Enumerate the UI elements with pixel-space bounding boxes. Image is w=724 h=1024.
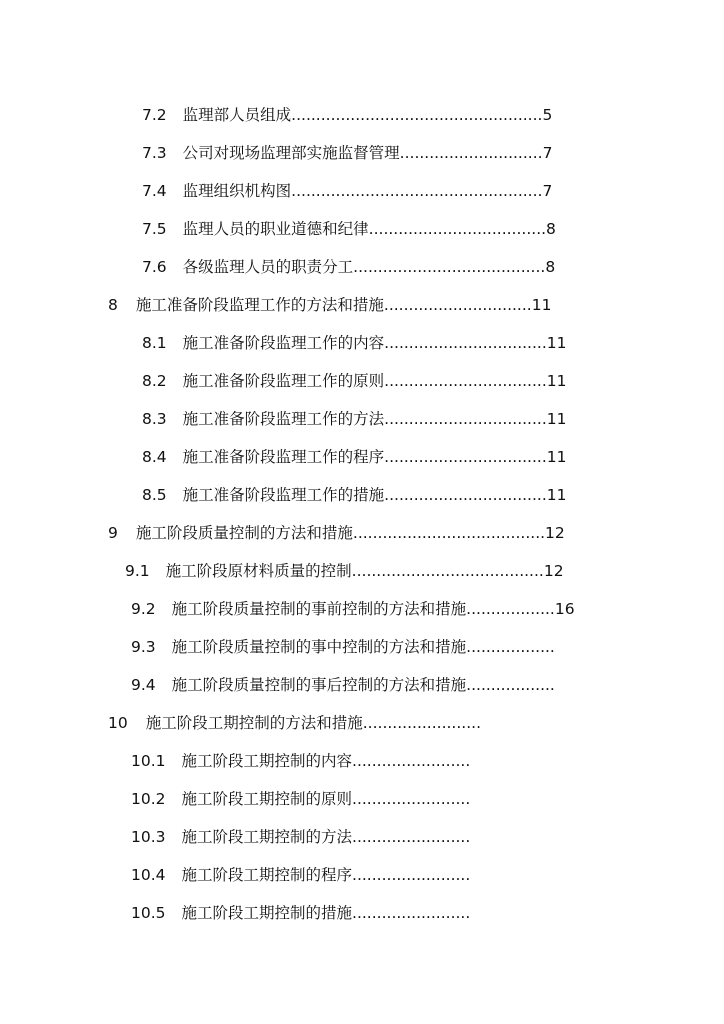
toc-entry[interactable] — [142, 103, 552, 127]
toc-entry[interactable] — [142, 407, 567, 431]
toc-entry-page: 8 — [546, 220, 556, 238]
toc-entry-leader: .............................. — [383, 296, 532, 314]
toc-entry[interactable] — [125, 559, 564, 583]
toc-entry[interactable] — [131, 825, 470, 849]
toc-entry-page: 11 — [546, 372, 567, 390]
toc-entry-number: 7.2 — [142, 106, 167, 124]
toc-entry-page: 7 — [542, 144, 553, 162]
toc-entry-leader: ............................. — [399, 144, 543, 162]
toc-entry-title: 公司对现场监理部实施监督管理 — [182, 144, 400, 162]
toc-entry-number: 9.3 — [131, 638, 156, 656]
toc-entry-title: 施工阶段工期控制的措施 — [181, 904, 353, 922]
toc-entry-title: 施工阶段质量控制的方法和措施 — [135, 524, 353, 542]
toc-entry-page: 11 — [531, 296, 552, 314]
toc-entry-leader: ........................ — [362, 714, 481, 732]
toc-entry-number: 10.1 — [131, 752, 166, 770]
toc-entry-page: 11 — [546, 410, 567, 428]
toc-entry-number: 10.3 — [131, 828, 166, 846]
toc-entry-leader: ........................ — [352, 752, 471, 770]
toc-entry[interactable] — [131, 673, 555, 697]
toc-entry-page: 11 — [546, 486, 567, 504]
toc-entry-number: 9.4 — [131, 676, 156, 694]
toc-entry-page: 11 — [546, 334, 567, 352]
toc-entry[interactable] — [142, 255, 555, 279]
toc-entry-leader: ........................ — [352, 866, 471, 884]
toc-entry-leader: ........................ — [352, 828, 471, 846]
toc-entry-leader: ....................................... — [352, 524, 546, 542]
toc-entry-title: 监理部人员组成 — [182, 106, 292, 124]
toc-entry-page: 12 — [545, 524, 565, 542]
toc-entry-number: 10.5 — [131, 904, 166, 922]
toc-entry-page: 12 — [543, 562, 564, 580]
toc-entry-number: 8.3 — [142, 410, 167, 428]
toc-entry-leader: ................................. — [384, 486, 547, 504]
toc-entry[interactable] — [142, 483, 567, 507]
toc-entry-title: 施工准备阶段监理工作的内容 — [182, 334, 385, 352]
toc-entry-number: 9 — [108, 524, 118, 542]
toc-entry-title: 施工阶段质量控制的事前控制的方法和措施 — [171, 600, 467, 618]
toc-entry-title: 施工阶段原材料质量的控制 — [165, 562, 352, 580]
toc-entry-title: 施工阶段质量控制的事后控制的方法和措施 — [171, 676, 467, 694]
toc-entry-title: 施工准备阶段监理工作的措施 — [182, 486, 385, 504]
toc-entry-number: 9.2 — [131, 600, 156, 618]
toc-entry-leader: ........................ — [352, 790, 471, 808]
toc-entry-leader: ................................. — [384, 334, 547, 352]
toc-entry-title: 施工准备阶段监理工作的原则 — [182, 372, 385, 390]
toc-entry-leader: .................. — [466, 600, 555, 618]
toc-entry[interactable] — [142, 331, 567, 355]
toc-entry-number: 7.3 — [142, 144, 167, 162]
toc-entry-title: 施工阶段工期控制的程序 — [181, 866, 353, 884]
toc-entry-number: 8.4 — [142, 448, 167, 466]
toc-entry-title: 施工阶段工期控制的方法 — [181, 828, 353, 846]
toc-entry-title: 施工阶段质量控制的事中控制的方法和措施 — [171, 638, 467, 656]
toc-entry[interactable] — [142, 179, 552, 203]
toc-entry[interactable] — [142, 217, 556, 241]
toc-entry-title: 各级监理人员的职责分工 — [182, 258, 354, 276]
toc-entry-number: 7.5 — [142, 220, 167, 238]
toc-entry-page: 16 — [554, 600, 575, 618]
toc-entry-page: 7 — [542, 182, 553, 200]
toc-entry-number: 8.1 — [142, 334, 167, 352]
toc-entry-number: 10.2 — [131, 790, 166, 808]
toc-entry-leader: .................. — [466, 638, 555, 656]
toc-entry-number: 8.5 — [142, 486, 167, 504]
toc-entry-leader: ................................. — [384, 448, 547, 466]
toc-entry-title: 施工准备阶段监理工作的方法和措施 — [135, 296, 384, 314]
toc-entry-number: 9.1 — [125, 562, 150, 580]
toc-entry-leader: ....................................... — [353, 258, 546, 276]
toc-entry-title: 施工阶段工期控制的内容 — [181, 752, 353, 770]
toc-entry[interactable] — [131, 597, 575, 621]
toc-entry-page: 11 — [546, 448, 567, 466]
toc-entry-title: 施工准备阶段监理工作的方法 — [182, 410, 385, 428]
toc-entry-leader: ....................................... — [351, 562, 544, 580]
toc-entry[interactable] — [131, 863, 470, 887]
toc-entry[interactable] — [142, 445, 567, 469]
toc-entry-leader: .................. — [466, 676, 555, 694]
toc-entry-number: 8 — [108, 296, 118, 314]
toc-entry-title: 施工阶段工期控制的原则 — [181, 790, 353, 808]
toc-entry-number: 7.4 — [142, 182, 167, 200]
toc-entry[interactable] — [142, 369, 567, 393]
toc-entry-leader: ................................................... — [291, 182, 543, 200]
toc-entry-leader: ................................. — [384, 372, 547, 390]
toc-entry-leader: ........................ — [352, 904, 471, 922]
toc-entry[interactable] — [131, 787, 470, 811]
toc-entry-page: 8 — [545, 258, 556, 276]
toc-entry-number: 7.6 — [142, 258, 167, 276]
toc-entry-leader: ................................................... — [291, 106, 543, 124]
toc-entry[interactable] — [142, 141, 552, 165]
toc-entry[interactable] — [108, 521, 565, 545]
toc-entry-title: 监理组织机构图 — [182, 182, 292, 200]
toc-entry-leader: ................................. — [384, 410, 547, 428]
toc-entry-page: 5 — [542, 106, 553, 124]
toc-entry[interactable] — [131, 901, 470, 925]
toc-entry-leader: .................................... — [368, 220, 547, 238]
toc-entry[interactable] — [131, 635, 555, 659]
toc-entry-title: 施工阶段工期控制的方法和措施 — [145, 714, 363, 732]
toc-entry[interactable] — [108, 711, 481, 735]
toc-entry[interactable] — [131, 749, 470, 773]
toc-entry-number: 8.2 — [142, 372, 167, 390]
toc-entry-title: 施工准备阶段监理工作的程序 — [182, 448, 385, 466]
toc-entry-number: 10 — [108, 714, 128, 732]
toc-entry[interactable] — [108, 293, 551, 317]
toc-entry-number: 10.4 — [131, 866, 166, 884]
toc-entry-title: 监理人员的职业道德和纪律 — [182, 220, 369, 238]
